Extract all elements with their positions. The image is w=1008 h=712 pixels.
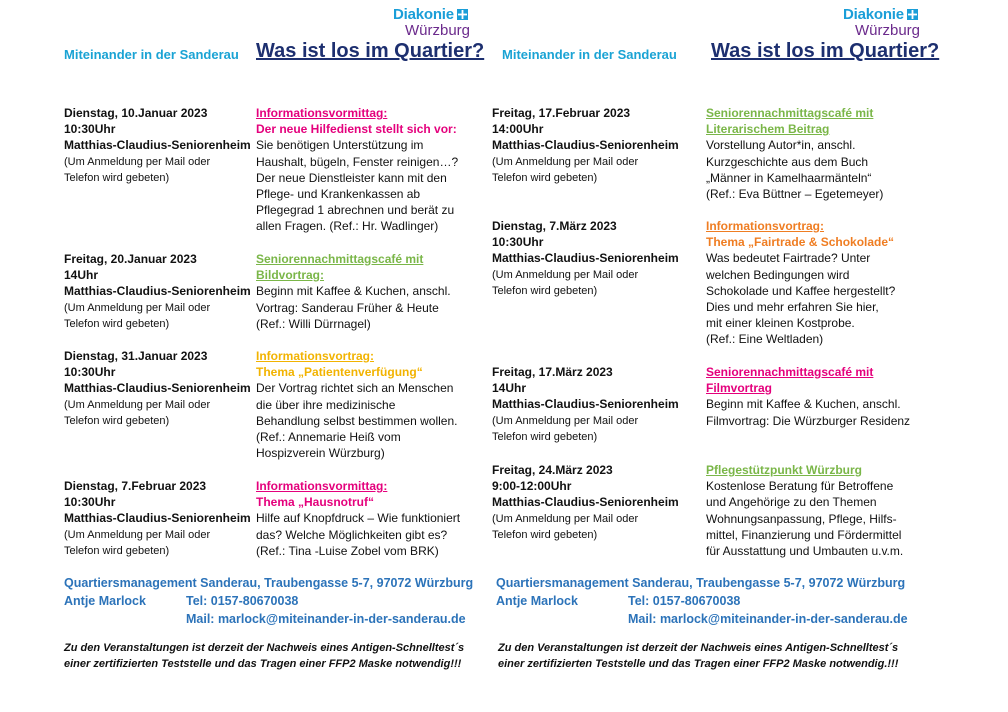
footer-address: Quartiersmanagement Sanderau, Traubengasse 5-7, 97072 Würzburg [496,576,906,590]
event-description [256,251,451,332]
event-description [706,105,883,202]
event-description [706,364,910,429]
event-line: Schokolade und Kaffee hergestellt? [706,283,896,298]
event-date: Dienstag, 31.Januar 2023 [64,349,208,363]
event-line: Kurzgeschichte aus dem Buch [706,154,869,169]
event-line: mit einer kleinen Kostprobe. [706,316,855,331]
event-line: Der neue Dienstleister kann mit den [256,170,447,185]
event-line: Kostenlose Beratung für Betroffene [706,479,894,494]
page-title: Was ist los im Quartier? [256,40,485,62]
event-info [492,105,679,186]
logo-name: Diakonie [393,6,454,23]
event-note: Telefon wird gebeten) [64,171,170,184]
event-place: Matthias-Claudius-Seniorenheim [492,251,679,266]
event-line: Wohnungsanpassung, Pflege, Hilfs- [706,511,897,526]
event-place: Matthias-Claudius-Seniorenheim [492,138,679,153]
event-line: mittel, Finanzierung und Fördermittel [706,527,902,542]
event-line: Haushalt, bügeln, Fenster reinigen…? [256,154,459,169]
event-line: „Männer in Kamelhaarmänteln“ [706,170,872,185]
event-note: Telefon wird gebeten) [492,528,598,541]
event-line: Dies und mehr erfahren Sie hier, [706,300,879,315]
event-date: Dienstag, 7.März 2023 [492,219,617,233]
event-line: Pflege- und Krankenkassen ab [256,187,421,202]
event-line: Beginn mit Kaffee & Kuchen, anschl. [706,397,901,412]
logo-name: Diakonie [843,6,904,23]
event-line: Hospizverein Würzburg) [256,446,385,461]
event-date: Dienstag, 10.Januar 2023 [64,106,208,120]
event-line: Hilfe auf Knopfdruck – Wie funktioniert [256,511,461,526]
event-line: für Ausstattung und Umbauten u.v.m. [706,544,904,559]
covid-notice [64,640,464,672]
event-date: Freitag, 17.Februar 2023 [492,106,631,120]
notice-line: Zu den Veranstaltungen ist derzeit der Nachweis eines Antigen-Schnelltest´s [498,642,899,654]
event-info [64,478,251,559]
event-place: Matthias-Claudius-Seniorenheim [64,381,251,396]
event-place: Matthias-Claudius-Seniorenheim [64,511,251,526]
event-note: (Um Anmeldung per Mail oder [64,155,211,168]
event-line: Sie benötigen Unterstützung im [256,138,424,153]
footer-mail[interactable]: Mail: marlock@miteinander-in-der-sanderau.de [186,612,466,626]
event-note: (Um Anmeldung per Mail oder [64,398,211,411]
event-note: (Um Anmeldung per Mail oder [64,301,211,314]
event-line: Der Vortrag richtet sich an Menschen [256,381,454,396]
event-description [706,218,895,348]
event-line: Was bedeutet Fairtrade? Unter [706,251,871,266]
event-line: Filmvortrag: Die Würzburger Residenz [706,413,911,428]
event-date: Freitag, 24.März 2023 [492,463,613,477]
event-time: 14Uhr [64,268,99,283]
event-subtitle: Filmvortrag [706,381,773,396]
event-subtitle: Thema „Hausnotruf“ [256,495,375,510]
event-note: (Um Anmeldung per Mail oder [492,268,639,281]
event-info [64,348,251,429]
diakonie-city: Würzburg [405,22,471,39]
diakonie-logo [393,6,468,23]
event-description [256,348,457,461]
event-date: Freitag, 20.Januar 2023 [64,252,197,266]
event-line: welchen Bedingungen wird [706,267,850,282]
event-info [64,251,251,332]
event-title: Seniorennachmittagscafé mit [706,106,874,120]
event-note: (Um Anmeldung per Mail oder [492,414,639,427]
footer-address: Quartiersmanagement Sanderau, Traubengasse 5-7, 97072 Würzburg [64,576,474,590]
event-note: Telefon wird gebeten) [64,317,170,330]
diakonie-cross-icon [907,9,918,20]
footer-mail[interactable]: Mail: marlock@miteinander-in-der-sanderau.de [628,612,908,626]
notice-line: einer zertifizierten Teststelle und das Tragen einer FFP2 Maske notwendig!!! [64,658,462,670]
event-note: Telefon wird gebeten) [492,171,598,184]
event-description [256,105,458,235]
event-date: Dienstag, 7.Februar 2023 [64,479,207,493]
notice-line: einer zertifizierten Teststelle und das Tragen einer FFP2 Maske notwendig.!!! [498,658,899,670]
event-line: (Ref.: Tina -Luise Zobel vom BRK) [256,543,439,558]
event-description [706,462,903,559]
event-line: Vortrag: Sanderau Früher & Heute [256,300,439,315]
event-line: das? Welche Möglichkeiten gibt es? [256,527,448,542]
event-info [492,218,679,299]
event-info [64,105,251,186]
event-line: Pflegegrad 1 abrechnen und berät zu [256,203,455,218]
event-line: (Ref.: Eva Büttner – Egetemeyer) [706,187,884,202]
event-place: Matthias-Claudius-Seniorenheim [492,397,679,412]
event-title: Informationsvortrag: [256,349,375,363]
event-time: 10:30Uhr [64,122,116,137]
event-line: Beginn mit Kaffee & Kuchen, anschl. [256,284,451,299]
org-name: Miteinander in der Sanderau [502,47,677,62]
event-title: Seniorennachmittagscafé mit [706,365,874,379]
event-subtitle: Literarischem Beitrag [706,122,830,137]
event-note: (Um Anmeldung per Mail oder [492,155,639,168]
event-time: 10:30Uhr [492,235,544,250]
event-date: Freitag, 17.März 2023 [492,365,613,379]
event-line: (Ref.: Willi Dürrnagel) [256,316,371,331]
event-time: 9:00-12:00Uhr [492,479,572,494]
event-line: Behandlung selbst bestimmen wollen. [256,413,458,428]
event-time: 10:30Uhr [64,365,116,380]
event-time: 14Uhr [492,381,527,396]
event-time: 14:00Uhr [492,122,544,137]
event-line: (Ref.: Annemarie Heiß vom [256,430,401,445]
event-info [492,462,679,543]
event-info [492,364,679,445]
footer-contact: Antje Marlock [64,594,146,608]
event-line: (Ref.: Eine Weltladen) [706,332,824,347]
event-description [256,478,460,559]
diakonie-city: Würzburg [855,22,921,39]
event-note: Telefon wird gebeten) [64,414,170,427]
event-place: Matthias-Claudius-Seniorenheim [64,138,251,153]
event-line: Vorstellung Autor*in, anschl. [706,138,856,153]
event-line: allen Fragen. (Ref.: Hr. Wadlinger) [256,219,439,234]
footer-tel[interactable]: Tel: 0157-80670038 [186,594,299,608]
event-line: die über ihre medizinische [256,397,396,412]
event-title: Pflegestützpunkt Würzburg [706,463,862,477]
event-line: und Angehörige zu den Themen [706,495,877,510]
event-subtitle: Bildvortrag: [256,268,325,283]
org-name: Miteinander in der Sanderau [64,47,239,62]
footer-contact: Antje Marlock [496,594,578,608]
event-place: Matthias-Claudius-Seniorenheim [64,284,251,299]
footer-tel[interactable]: Tel: 0157-80670038 [628,594,741,608]
event-note: (Um Anmeldung per Mail oder [64,528,211,541]
event-note: Telefon wird gebeten) [64,544,170,557]
event-note: Telefon wird gebeten) [492,430,598,443]
event-title: Informationsvormittag: [256,479,388,493]
page-title: Was ist los im Quartier? [711,40,940,62]
event-title: Informationsvormittag: [256,106,388,120]
event-title: Seniorennachmittagscafé mit [256,252,424,266]
diakonie-cross-icon [457,9,468,20]
event-note: (Um Anmeldung per Mail oder [492,512,639,525]
notice-line: Zu den Veranstaltungen ist derzeit der Nachweis eines Antigen-Schnelltest´s [64,642,465,654]
diakonie-logo [843,6,918,23]
event-title: Informationsvortrag: [706,219,825,233]
event-subtitle: Thema „Patientenverfügung“ [256,365,423,380]
event-note: Telefon wird gebeten) [492,284,598,297]
event-subtitle: Der neue Hilfedienst stellt sich vor: [256,122,457,137]
event-subtitle: Thema „Fairtrade & Schokolade“ [706,235,895,250]
covid-notice [498,640,898,672]
event-time: 10:30Uhr [64,495,116,510]
event-place: Matthias-Claudius-Seniorenheim [492,495,679,510]
